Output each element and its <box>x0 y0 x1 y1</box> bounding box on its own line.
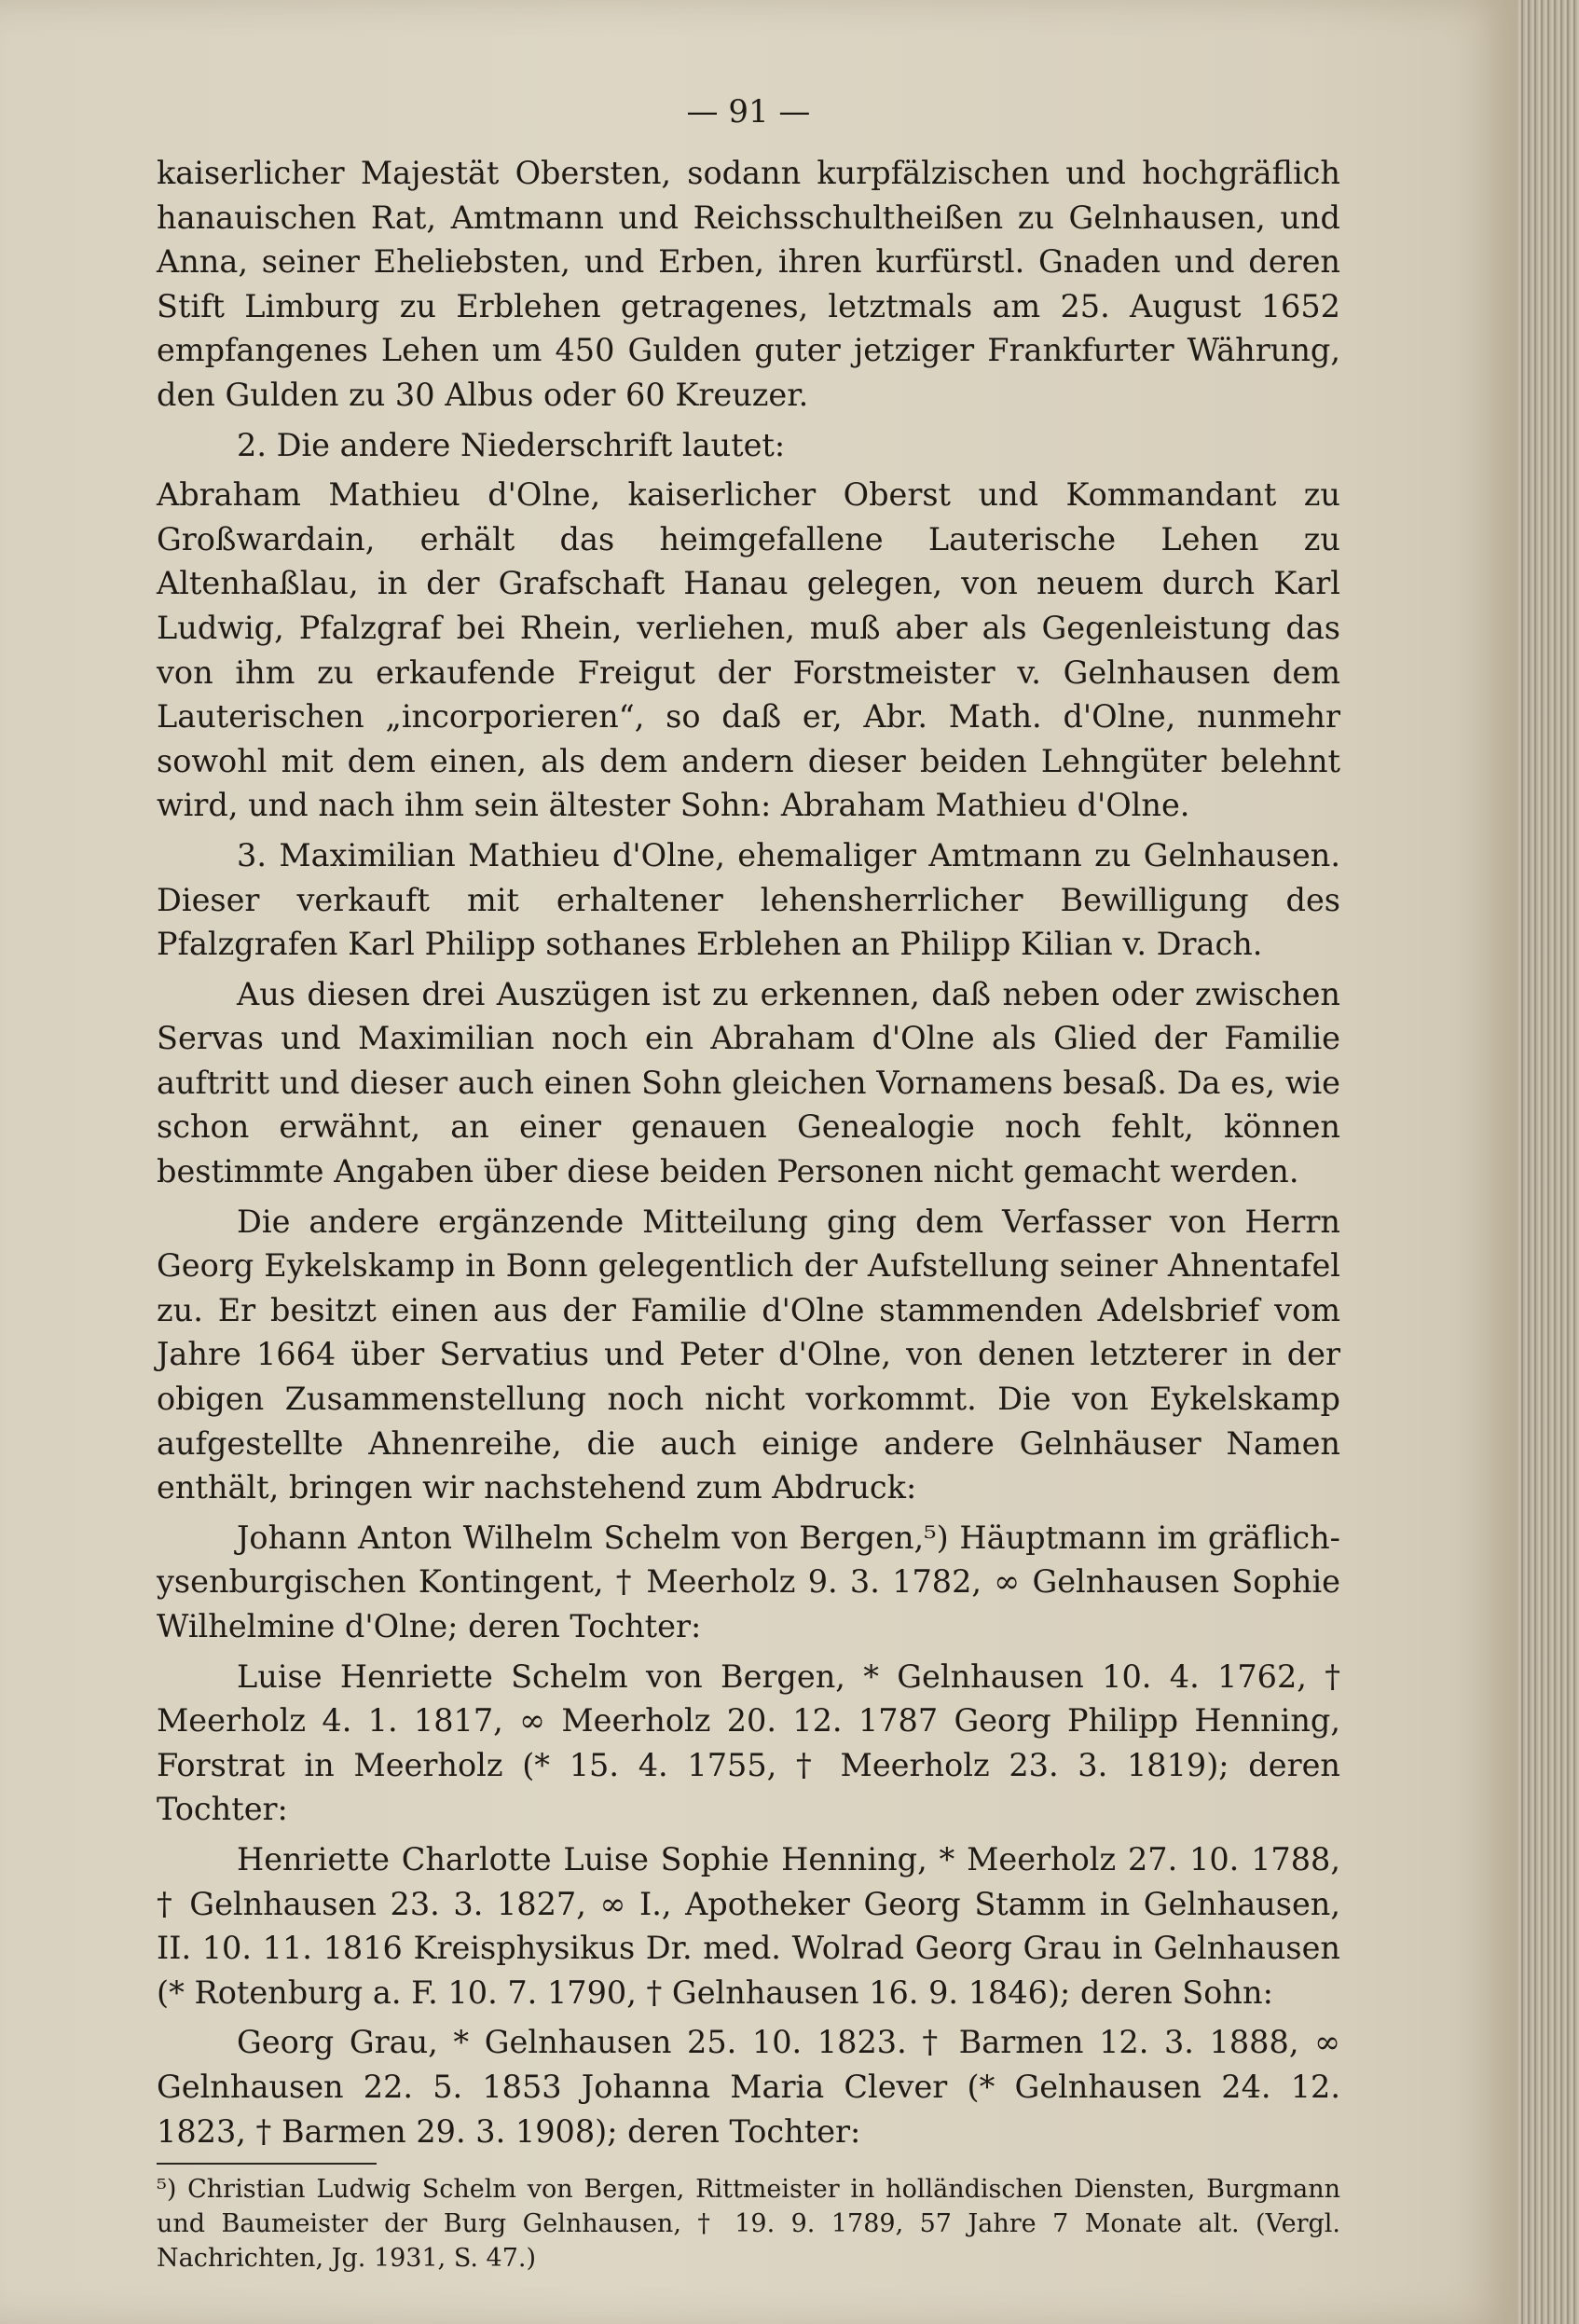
footnote: ⁵) Christian Ludwig Schelm von Bergen, Rittmeister in holländischen Diensten, Burgmann und Baumeister der Burg Gelnhausen, † 19. 9. 1789, 57 Jahre 7 Monate alt. (Vergl. Nachrichten, Jg. 1931, S. 47.) <box>157 2175 1340 2274</box>
page-edges <box>1517 0 1579 2324</box>
genealogy-entry-1: Johann Anton Wilhelm Schelm von Bergen,⁵) Häuptmann im gräflich-ysenburgischen Kontingent, † Meerholz 9. 3. 1782, ∞ Gelnhausen Sophie Wilhelmine d'Olne; deren Tochter: <box>157 1519 1340 1644</box>
text-block <box>157 91 1340 2276</box>
paragraph-6: Die andere ergänzende Mitteilung ging dem Verfasser von Herrn Georg Eykelskamp in Bonn gelegentlich der Aufstellung seiner Ahnentafel zu. Er besitzt einen aus der Familie d'Olne stammenden Adelsbrief vom Jahre 1664 über Servatius und Peter d'Olne, von denen letzterer in der obigen Zusammenstellung noch nicht vorkommt. Die von Eykelskamp aufgestellte Ahnenreihe, die auch einige andere Gelnhäuser Namen enthält, bringen wir nachstehend zum Abdruck: <box>157 1203 1340 1506</box>
genealogy-entry-4: Georg Grau, * Gelnhausen 25. 10. 1823. † Barmen 12. 3. 1888, ∞ Gelnhausen 22. 5. 1853 Johanna Maria Clever (* Gelnhausen 24. 12. 1823, † Barmen 29. 3. 1908); deren Tochter: <box>157 2024 1340 2150</box>
paragraph-3: Abraham Mathieu d'Olne, kaiserlicher Oberst und Kommandant zu Großwardain, erhält das heimgefallene Lauterische Lehen zu Altenhaßlau, in der Grafschaft Hanau gelegen, von neuem durch Karl Ludwig, Pfalzgraf bei Rhein, verliehen, muß aber als Gegenleistung das von ihm zu erkaufende Freigut der Forstmeister v. Gelnhausen dem Lauterischen „incorporieren“, so daß er, Abr. Math. d'Olne, nunmehr sowohl mit dem einen, als dem andern dieser beiden Lehngüter belehnt wird, und nach ihm sein ältester Sohn: Abraham Mathieu d'Olne. <box>157 476 1340 824</box>
paragraph-5: Aus diesen drei Auszügen ist zu erkennen, daß neben oder zwischen Servas und Maximilian noch ein Abraham d'Olne als Glied der Familie auftritt und dieser auch einen Sohn gleichen Vornamens besaß. Da es, wie schon erwähnt, an einer genauen Genealogie noch fehlt, können bestimmte Angaben über diese beiden Personen nicht gemacht werden. <box>157 975 1340 1190</box>
paragraph-1: kaiserlicher Majestät Obersten, sodann kurpfälzischen und hochgräflich hanauischen Rat, Amtmann und Reichsschultheißen zu Gelnhausen, und Anna, seiner Eheliebsten, und Erben, ihren kurfürstl. Gnaden und deren Stift Limburg zu Erblehen getragenes, letztmals am 25. August 1652 empfangenes Lehen um 450 Gulden guter jetziger Frankfurter Währung, den Gulden zu 30 Albus oder 60 Kreuzer. <box>157 155 1340 413</box>
paragraph-2: 2. Die andere Niederschrift lautet: <box>237 426 786 463</box>
genealogy-entry-3: Henriette Charlotte Luise Sophie Henning, * Meerholz 27. 10. 1788, † Gelnhausen 23. 3. 1827, ∞ I., Apotheker Georg Stamm in Gelnhausen, II. 10. 11. 1816 Kreisphysikus Dr. med. Wolrad Georg Grau in Gelnhausen (* Rotenburg a. F. 10. 7. 1790, † Gelnhausen 16. 9. 1846); deren Sohn: <box>157 1840 1340 2011</box>
page-number: — 91 — <box>686 93 811 131</box>
genealogy-entry-2: Luise Henriette Schelm von Bergen, * Gelnhausen 10. 4. 1762, † Meerholz 4. 1. 1817, ∞ Meerholz 20. 12. 1787 Georg Philipp Henning, Forstrat in Meerholz (* 15. 4. 1755, † Meerholz 23. 3. 1819); deren Tochter: <box>157 1657 1340 1828</box>
paragraph-4: 3. Maximilian Mathieu d'Olne, ehemaliger Amtmann zu Gelnhausen. Dieser verkauft mit erhaltener lehensherrlicher Bewilligung des Pfalzgrafen Karl Philipp sothanes Erblehen an Philipp Kilian v. Drach. <box>157 836 1340 963</box>
footnote-divider <box>157 2163 377 2165</box>
